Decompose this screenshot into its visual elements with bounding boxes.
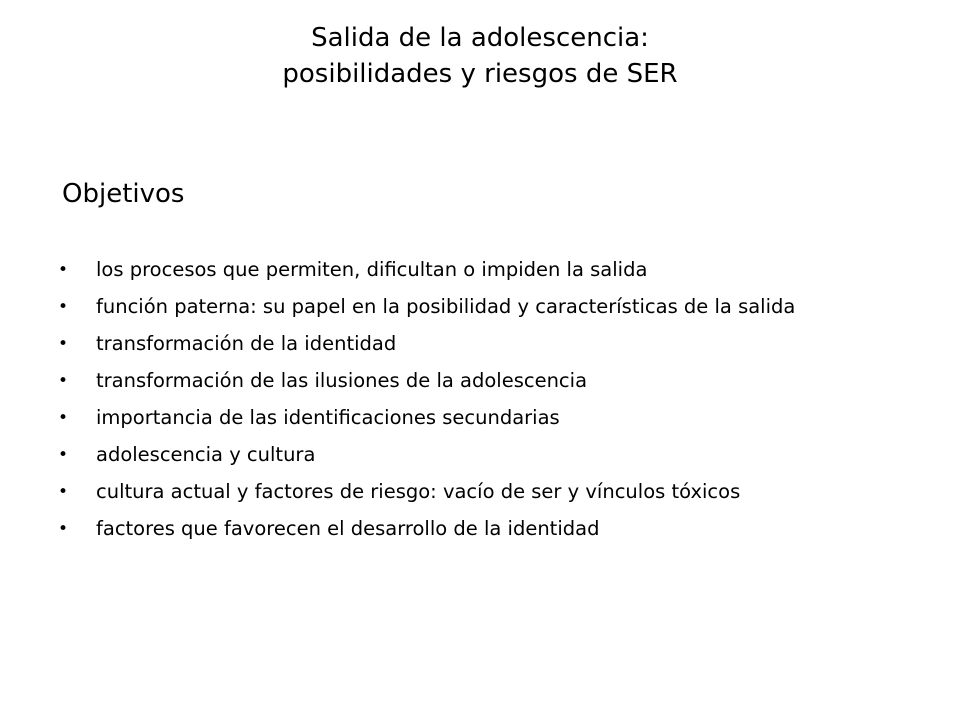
list-item: [58, 258, 918, 282]
list-item-text: los procesos que permiten, dificultan o impiden la salida: [96, 258, 648, 281]
slide-title: [0, 20, 960, 92]
list-item: [58, 369, 918, 393]
list-item: [58, 480, 918, 504]
list-item-text: adolescencia y cultura: [96, 443, 316, 466]
bullet-icon: •: [58, 482, 69, 502]
list-item-text: importancia de las identificaciones secundarias: [96, 406, 560, 429]
list-item-text: factores que favorecen el desarrollo de la identidad: [96, 517, 600, 540]
list-item-text: transformación de la identidad: [96, 332, 397, 355]
list-item-text: transformación de las ilusiones de la adolescencia: [96, 369, 588, 392]
bullet-icon: •: [58, 445, 69, 465]
list-item-text: función paterna: su papel en la posibilidad y características de la salida: [96, 295, 796, 318]
list-item: [58, 517, 918, 541]
bullet-icon: •: [58, 408, 69, 428]
objectives-list: [58, 258, 918, 554]
bullet-icon: •: [58, 334, 69, 354]
list-item: [58, 295, 918, 319]
list-item: [58, 406, 918, 430]
slide-title-line-1: Salida de la adolescencia:: [311, 23, 649, 53]
list-item: [58, 332, 918, 356]
bullet-icon: •: [58, 260, 69, 280]
bullet-icon: •: [58, 519, 69, 539]
list-item-text: cultura actual y factores de riesgo: vacío de ser y vínculos tóxicos: [96, 480, 741, 503]
bullet-icon: •: [58, 371, 69, 391]
bullet-icon: •: [58, 297, 69, 317]
list-item: [58, 443, 918, 467]
slide-title-line-2: posibilidades y riesgos de SER: [282, 59, 678, 89]
section-heading: Objetivos: [62, 179, 185, 209]
